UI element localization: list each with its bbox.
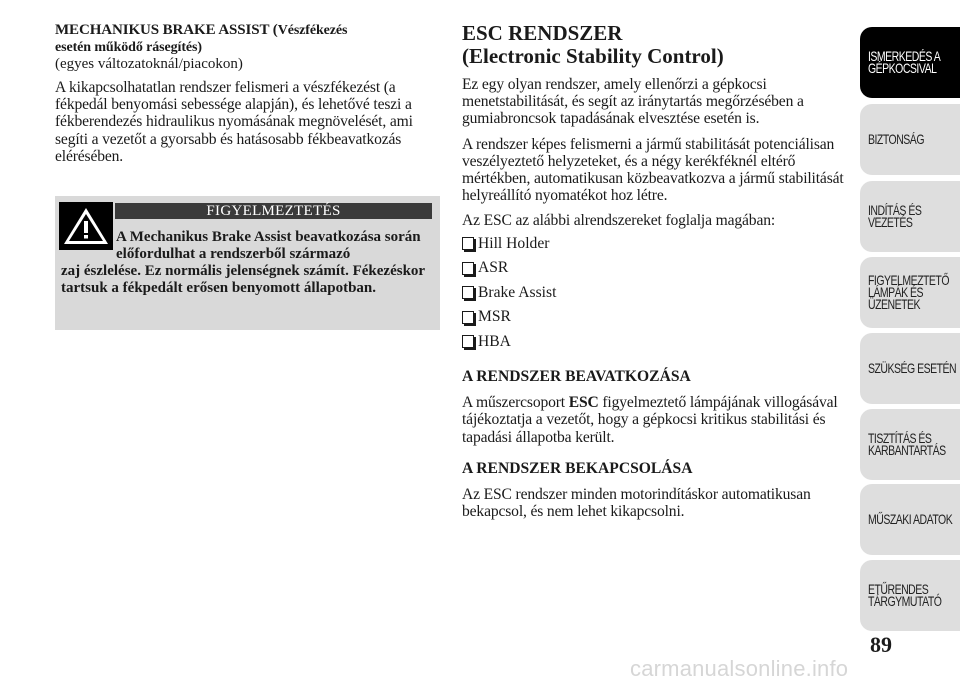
tab-starting-driving[interactable]: INDÍTÁS ÉS VEZETÉS	[860, 181, 960, 252]
tab-technical-data[interactable]: MŰSZAKI ADATOK	[860, 484, 960, 555]
subsystem-list	[462, 232, 852, 355]
checkbox-bullet-icon	[462, 262, 474, 275]
intervention-paragraph: A műszercsoport ESC figyelmeztető lámpájának villogásával tájékoztatja a vezetőt, hogy a gépkocsi kritikus stabilitási és tapadási állapotba került.	[462, 394, 838, 446]
esc-title: ESC RENDSZER (Electronic Stability Control)	[462, 21, 724, 68]
tab-warning-lights[interactable]: FIGYELMEZTETŐ LÁMPÁK ÉS ÜZENETEK	[860, 257, 960, 328]
list-item: Hill Holder	[462, 232, 852, 257]
availability-note: (egyes változatoknál/piacokon)	[55, 56, 243, 72]
brake-assist-paragraph: A kikapcsolhatatlan rendszer felismeri a vészfékezést (a fékpedál benyomási sebessége alapján), és lehetővé teszi a fékberendezés hidraulikus nyomásának megnövelését, ami segíti a vezetőt a gyorsabb és hatásosabb fékbeavatkozás elérésében.	[55, 79, 413, 165]
list-item: ASR	[462, 256, 852, 281]
page-number: 89	[870, 632, 892, 657]
section-title-intervention: A RENDSZER BEAVATKOZÁSA	[462, 368, 691, 386]
tab-index[interactable]: ETŰRENDES TÁRGYMUTATÓ	[860, 560, 960, 631]
list-item: Brake Assist	[462, 281, 852, 306]
section-title-activation: A RENDSZER BEKAPCSOLÁSA	[462, 459, 693, 477]
checkbox-bullet-icon	[462, 335, 474, 348]
tab-emergency[interactable]: SZÜKSÉG ESETÉN	[860, 333, 960, 404]
section-title-brake-assist: MECHANIKUS BRAKE ASSIST (Vészfékezés esetén működő rásegítés)	[55, 22, 348, 55]
right-column	[462, 22, 852, 528]
list-item: HBA	[462, 330, 852, 355]
esc-paragraph-3: Az ESC az alábbi alrendszereket foglalja magában:	[462, 212, 776, 230]
tab-safety[interactable]: BIZTONSÁG	[860, 104, 960, 175]
warning-text: A Mechanikus Brake Assist beavatkozása során előfordulhat a rendszerből származó	[116, 229, 421, 262]
activation-paragraph: Az ESC rendszer minden motorindításkor automatikusan bekapcsol, és nem lehet kikapcsolni.	[462, 485, 811, 520]
tab-getting-to-know[interactable]: ISMERKEDÉS A GÉPKOCSIVAL	[860, 27, 960, 98]
watermark: carmanualsonline.info	[630, 656, 849, 681]
left-column	[55, 22, 440, 173]
esc-paragraph-1: Ez egy olyan rendszer, amely ellenőrzi a gépkocsi menetstabilitását, és segít az iránytartás megőrzésében a gumiabroncsok tapadásának elvesztése esetén is.	[462, 76, 804, 128]
warning-heading: FIGYELMEZTETÉS	[115, 203, 432, 219]
warning-box	[55, 196, 440, 330]
warning-text-continued: zaj észlelése. Ez normális jelenségnek számít. Fékezéskor tartsuk a fékpedált erősen benyomott állapotban.	[61, 263, 425, 296]
chapter-tabs	[860, 0, 960, 636]
tab-maintenance[interactable]: TISZTÍTÁS ÉS KARBANTARTÁS	[860, 409, 960, 480]
checkbox-bullet-icon	[462, 286, 474, 299]
checkbox-bullet-icon	[462, 311, 474, 324]
list-item: MSR	[462, 305, 852, 330]
warning-triangle-icon	[59, 202, 113, 250]
checkbox-bullet-icon	[462, 237, 474, 250]
esc-paragraph-2: A rendszer képes felismerni a jármű stabilitását potenciálisan veszélyeztető helyzeteket, és a négy kerékféknél eltérő mértékben, automatikusan közbeavatkozva a jármű stabilitását helyreállító nyomatékot hoz létre.	[462, 135, 844, 205]
